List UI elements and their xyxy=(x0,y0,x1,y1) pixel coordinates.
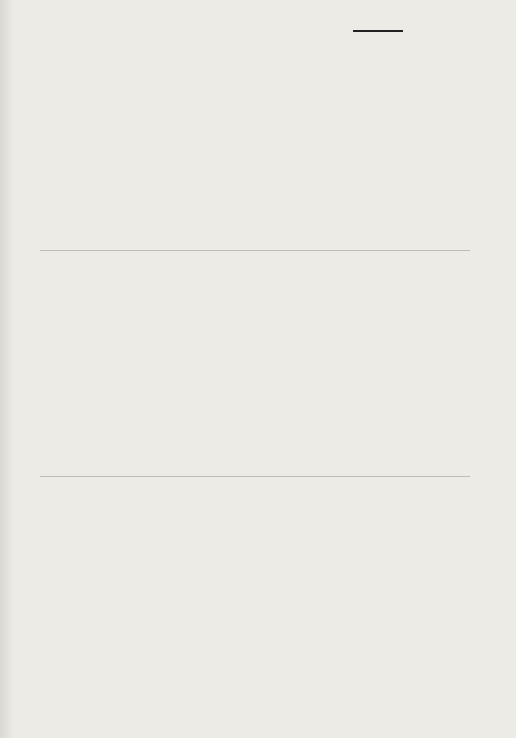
body-text-block xyxy=(40,480,470,695)
block-divider xyxy=(40,250,470,251)
block-divider xyxy=(40,476,470,477)
body-text-block xyxy=(40,30,470,243)
body-text-block xyxy=(40,257,470,472)
page-scan-edge xyxy=(0,0,14,738)
